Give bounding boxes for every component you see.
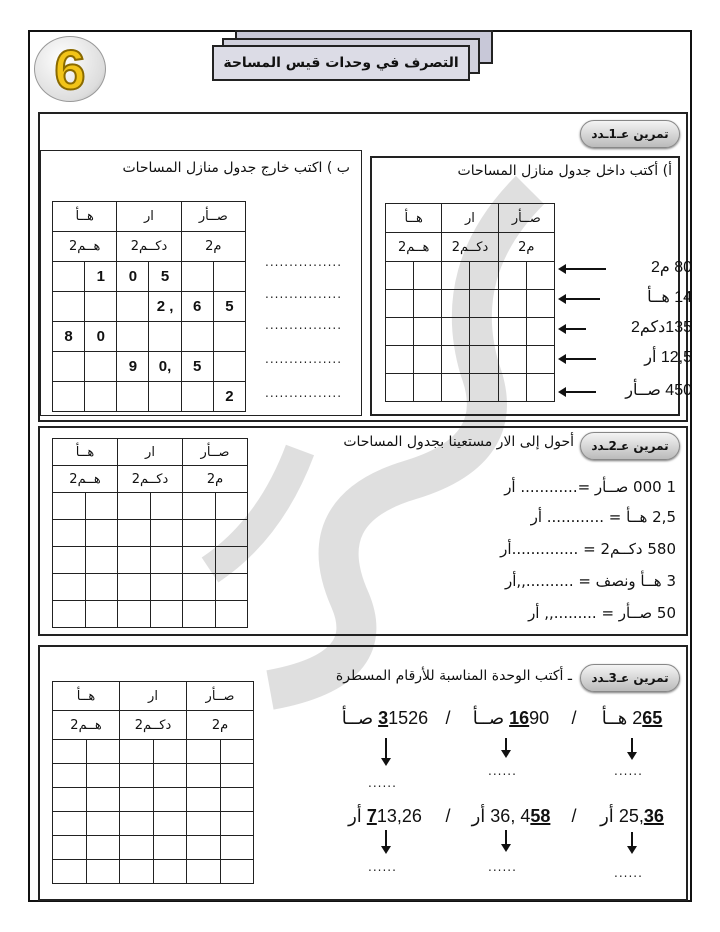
table-row	[53, 262, 246, 292]
answer-blank[interactable]: ......	[368, 776, 397, 790]
table-cell[interactable]	[118, 520, 151, 547]
table-row	[53, 836, 254, 860]
underlined-digits: 36	[643, 806, 664, 826]
answer-blank[interactable]: ................	[265, 386, 343, 400]
table-row	[53, 764, 254, 788]
table-cell[interactable]	[85, 547, 118, 574]
table-cell[interactable]	[153, 788, 187, 812]
table-cell[interactable]	[498, 346, 526, 374]
table-cell[interactable]	[120, 740, 154, 764]
unit-subheader: هــم2	[53, 711, 120, 740]
table-cell[interactable]	[120, 860, 154, 884]
table-cell[interactable]	[86, 812, 120, 836]
table-cell[interactable]	[117, 292, 149, 322]
table-cell[interactable]	[183, 574, 216, 601]
quantity-label: 12,5 أر	[644, 349, 692, 366]
underlined-number	[456, 708, 566, 729]
unit-header: صــأر	[498, 204, 554, 233]
conversion-item: 50 صــأر = .........,, أر	[528, 604, 676, 622]
number-part: 4	[520, 806, 531, 826]
underlined-number	[330, 806, 440, 827]
conversion-item: 3 هــأ ونصف = ..........,,أر	[504, 572, 676, 590]
table-cell[interactable]	[150, 601, 183, 628]
table-cell[interactable]	[181, 382, 213, 412]
table-cell[interactable]	[118, 547, 151, 574]
table-cell[interactable]	[150, 547, 183, 574]
table-cell[interactable]: 1	[85, 262, 117, 292]
table-cell[interactable]	[183, 547, 216, 574]
separator-slash: /	[571, 708, 577, 728]
table-cell[interactable]	[187, 860, 221, 884]
quantity-label: 450 صــأر	[625, 382, 692, 399]
table-cell[interactable]	[85, 601, 118, 628]
table-cell[interactable]	[53, 764, 87, 788]
table-cell[interactable]	[526, 262, 554, 290]
table-row	[386, 318, 555, 346]
part-b-instruction: ب ) اكتب خارج جدول منازل المساحات	[122, 160, 350, 176]
part-a-instruction: أ) أكتب داخل جدول منازل المساحات	[457, 163, 672, 179]
unit-subheader: دكــم2	[442, 233, 498, 262]
number-part: 25,	[618, 806, 644, 826]
table-cell[interactable]	[183, 520, 216, 547]
table-row	[53, 788, 254, 812]
table-cell[interactable]	[153, 860, 187, 884]
separator-slash: /	[445, 708, 451, 728]
table-cell[interactable]	[53, 382, 85, 412]
table-cell[interactable]	[470, 262, 498, 290]
quantity-label: 14 هــأ	[647, 289, 692, 306]
table-cell[interactable]	[86, 788, 120, 812]
arrow-left-icon	[560, 298, 600, 300]
table-cell[interactable]	[86, 860, 120, 884]
table-cell[interactable]	[53, 292, 85, 322]
unit-header: ار	[442, 204, 498, 233]
table-cell[interactable]	[414, 318, 442, 346]
exercise-3-row-2	[330, 806, 682, 827]
table-cell[interactable]	[86, 740, 120, 764]
conversion-item: 580 دكــم2 = ..............أر	[500, 540, 676, 558]
unit-header: ار	[118, 439, 183, 466]
area-units-table-2	[52, 438, 248, 628]
table-cell[interactable]	[183, 601, 216, 628]
table-cell[interactable]	[414, 290, 442, 318]
table-cell[interactable]: 0,	[149, 352, 181, 382]
table-cell[interactable]	[470, 290, 498, 318]
unit-subheader: دكــم2	[118, 466, 183, 493]
table-row	[53, 322, 246, 352]
unit-subheader: م2	[187, 711, 254, 740]
table-cell[interactable]: 5	[213, 292, 245, 322]
worksheet-title: التصرف في وحدات قيس المساحة	[212, 45, 470, 81]
separator-slash: /	[445, 806, 451, 826]
table-cell[interactable]	[187, 788, 221, 812]
table-cell[interactable]	[386, 290, 414, 318]
table-cell[interactable]	[153, 740, 187, 764]
table-cell[interactable]	[215, 493, 248, 520]
unit-header: هــأ	[53, 682, 120, 711]
underlined-digits: 58	[530, 806, 551, 826]
table-cell[interactable]	[220, 764, 254, 788]
unit-header: هــأ	[53, 202, 117, 232]
table-cell[interactable]	[213, 352, 245, 382]
table-cell[interactable]	[53, 493, 86, 520]
table-cell[interactable]: 0	[85, 322, 117, 352]
table-cell[interactable]	[215, 601, 248, 628]
underlined-digits: 7	[366, 806, 377, 826]
arrow-down-icon	[385, 830, 387, 852]
table-row	[386, 290, 555, 318]
table-cell[interactable]	[120, 812, 154, 836]
table-cell[interactable]	[53, 788, 87, 812]
table-row	[53, 601, 248, 628]
table-cell[interactable]	[117, 382, 149, 412]
table-cell[interactable]: 0	[117, 262, 149, 292]
table-cell[interactable]	[85, 292, 117, 322]
table-row	[386, 346, 555, 374]
table-cell[interactable]	[526, 290, 554, 318]
table-cell[interactable]	[53, 352, 85, 382]
underlined-digits: 3	[378, 708, 389, 728]
table-cell[interactable]	[53, 836, 87, 860]
unit-subheader: هــم2	[53, 232, 117, 262]
underlined-number	[582, 708, 682, 729]
table-cell[interactable]	[526, 318, 554, 346]
table-row	[53, 547, 248, 574]
unit-subheader: م2	[498, 233, 554, 262]
number-part: 2	[632, 708, 643, 728]
exercise-2-label: تمرين عـ2ـدد	[580, 432, 680, 460]
arrow-down-icon	[631, 832, 633, 852]
exercise-3-row-1	[330, 708, 682, 729]
quantity-label: 80 م2	[650, 259, 692, 276]
table-row	[53, 812, 254, 836]
unit-header: صــأر	[181, 202, 245, 232]
unit-header: ار	[117, 202, 181, 232]
unit-header: هــأ	[386, 204, 442, 233]
arrow-down-icon	[505, 738, 507, 756]
table-cell[interactable]	[53, 574, 86, 601]
table-cell[interactable]	[149, 382, 181, 412]
table-cell[interactable]	[150, 520, 183, 547]
table-cell[interactable]	[442, 346, 470, 374]
table-cell[interactable]	[118, 574, 151, 601]
table-cell[interactable]	[220, 740, 254, 764]
table-cell[interactable]	[386, 346, 414, 374]
table-row	[53, 382, 246, 412]
table-cell[interactable]	[86, 836, 120, 860]
table-cell[interactable]	[215, 574, 248, 601]
table-cell[interactable]	[118, 601, 151, 628]
table-cell[interactable]	[85, 382, 117, 412]
table-cell[interactable]	[215, 547, 248, 574]
answer-blank[interactable]: ......	[614, 764, 643, 778]
table-cell[interactable]: 9	[117, 352, 149, 382]
unit-header: صــأر	[183, 439, 248, 466]
table-cell[interactable]	[181, 322, 213, 352]
table-cell[interactable]	[187, 764, 221, 788]
table-cell[interactable]	[386, 374, 414, 402]
table-cell[interactable]	[85, 574, 118, 601]
table-cell[interactable]	[153, 764, 187, 788]
table-cell[interactable]	[53, 860, 87, 884]
table-cell[interactable]	[86, 764, 120, 788]
table-cell[interactable]	[153, 836, 187, 860]
answer-blank[interactable]: ......	[488, 860, 517, 874]
table-cell[interactable]	[53, 262, 85, 292]
unit-subheader: م2	[181, 232, 245, 262]
table-cell[interactable]	[187, 812, 221, 836]
table-cell[interactable]	[470, 318, 498, 346]
table-cell[interactable]	[53, 740, 87, 764]
table-cell[interactable]	[153, 812, 187, 836]
quantity-label: 135دكم2	[631, 319, 692, 336]
table-cell[interactable]	[442, 290, 470, 318]
answer-blank[interactable]: ................	[265, 352, 343, 366]
table-row	[53, 574, 248, 601]
underlined-digits: 16	[509, 708, 530, 728]
table-cell[interactable]	[220, 812, 254, 836]
table-cell[interactable]	[85, 493, 118, 520]
area-units-table-b	[52, 201, 246, 412]
unit-subheader: هــم2	[386, 233, 442, 262]
unit-header: هــأ	[53, 439, 118, 466]
table-row	[53, 493, 248, 520]
arrow-down-icon	[631, 738, 633, 758]
table-cell[interactable]	[181, 262, 213, 292]
table-cell[interactable]	[220, 860, 254, 884]
table-cell[interactable]	[442, 318, 470, 346]
table-cell[interactable]	[187, 836, 221, 860]
table-cell[interactable]	[215, 520, 248, 547]
table-cell[interactable]	[85, 520, 118, 547]
table-cell[interactable]	[414, 262, 442, 290]
unit-subheader: م2	[183, 466, 248, 493]
table-cell[interactable]: 5	[149, 262, 181, 292]
arrow-left-icon	[560, 358, 596, 360]
table-cell[interactable]	[53, 520, 86, 547]
table-row	[53, 520, 248, 547]
table-cell[interactable]	[187, 740, 221, 764]
table-cell[interactable]	[470, 346, 498, 374]
underlined-number	[582, 806, 682, 827]
arrow-down-icon	[385, 738, 387, 764]
table-cell[interactable]	[498, 318, 526, 346]
table-row	[53, 292, 246, 322]
exercise-3-label: تمرين عـ3ـدد	[580, 664, 680, 692]
table-cell[interactable]	[498, 262, 526, 290]
table-cell[interactable]	[53, 812, 87, 836]
table-cell[interactable]	[526, 346, 554, 374]
table-cell[interactable]	[220, 836, 254, 860]
table-cell[interactable]	[442, 262, 470, 290]
table-row	[53, 352, 246, 382]
area-units-table-3	[52, 681, 254, 884]
table-cell[interactable]: 5	[181, 352, 213, 382]
separator-slash: /	[571, 806, 577, 826]
conversion-item: 2,5 هــأ = ............ أر	[530, 508, 676, 526]
answer-blank[interactable]: ................	[265, 287, 343, 301]
unit-part: 1526 صــأ	[341, 708, 429, 728]
table-row	[386, 374, 555, 402]
table-cell[interactable]	[85, 352, 117, 382]
table-cell[interactable]	[118, 493, 151, 520]
exercise-3-instruction: ـ أكتب الوحدة المناسبة للأرقام المسطرة	[335, 668, 572, 684]
answer-blank[interactable]: ......	[368, 860, 397, 874]
arrow-left-icon	[560, 268, 606, 270]
unit-subheader: هــم2	[53, 466, 118, 493]
unit-part: 13,26 أر	[348, 806, 422, 826]
answer-blank[interactable]: ................	[265, 255, 343, 269]
answer-blank[interactable]: ................	[265, 318, 343, 332]
answer-blank[interactable]: ......	[614, 866, 643, 880]
table-cell[interactable]	[220, 788, 254, 812]
underlined-number	[330, 708, 440, 729]
table-cell[interactable]	[498, 290, 526, 318]
table-cell[interactable]: 2	[213, 382, 245, 412]
answer-blank[interactable]: ......	[488, 764, 517, 778]
arrow-left-icon	[560, 328, 586, 330]
table-cell[interactable]	[120, 788, 154, 812]
table-cell[interactable]	[442, 374, 470, 402]
unit-part: أر	[600, 806, 619, 826]
area-units-table-a	[385, 203, 555, 402]
table-row	[53, 860, 254, 884]
table-cell[interactable]	[183, 493, 216, 520]
table-row	[386, 262, 555, 290]
table-cell[interactable]: 8	[53, 322, 85, 352]
table-cell[interactable]	[117, 322, 149, 352]
arrow-left-icon	[560, 391, 596, 393]
table-cell[interactable]	[213, 322, 245, 352]
unit-part: 90 صــأ	[472, 708, 550, 728]
underlined-digits: 65	[642, 708, 663, 728]
table-cell[interactable]	[53, 601, 86, 628]
underlined-number	[456, 806, 566, 827]
table-cell[interactable]	[149, 322, 181, 352]
table-cell[interactable]	[470, 374, 498, 402]
unit-subheader: دكــم2	[120, 711, 187, 740]
table-cell[interactable]	[150, 574, 183, 601]
table-cell[interactable]	[213, 262, 245, 292]
exercise-1-label: تمرين عـ1ـدد	[580, 120, 680, 148]
table-cell[interactable]	[498, 374, 526, 402]
table-cell[interactable]	[53, 547, 86, 574]
unit-header: صــأر	[187, 682, 254, 711]
table-cell[interactable]: 2 ,	[149, 292, 181, 322]
unit-header: ار	[120, 682, 187, 711]
table-cell[interactable]	[526, 374, 554, 402]
arrow-down-icon	[505, 830, 507, 850]
table-cell[interactable]	[386, 318, 414, 346]
exercise-2-instruction: أحول إلى الار مستعينا بجدول المساحات	[343, 434, 574, 450]
table-row	[53, 740, 254, 764]
table-cell[interactable]	[120, 764, 154, 788]
unit-subheader: دكــم2	[117, 232, 181, 262]
table-cell[interactable]	[414, 346, 442, 374]
table-cell[interactable]: 6	[181, 292, 213, 322]
table-cell[interactable]	[386, 262, 414, 290]
unit-part: هــأ	[601, 708, 633, 728]
table-cell[interactable]	[120, 836, 154, 860]
conversion-item: 1 000 صــأر =............ أر	[504, 478, 676, 496]
unit-part: ,36 أر	[471, 806, 521, 826]
table-cell[interactable]	[414, 374, 442, 402]
lesson-number-badge: 6	[34, 36, 106, 102]
table-cell[interactable]	[150, 493, 183, 520]
